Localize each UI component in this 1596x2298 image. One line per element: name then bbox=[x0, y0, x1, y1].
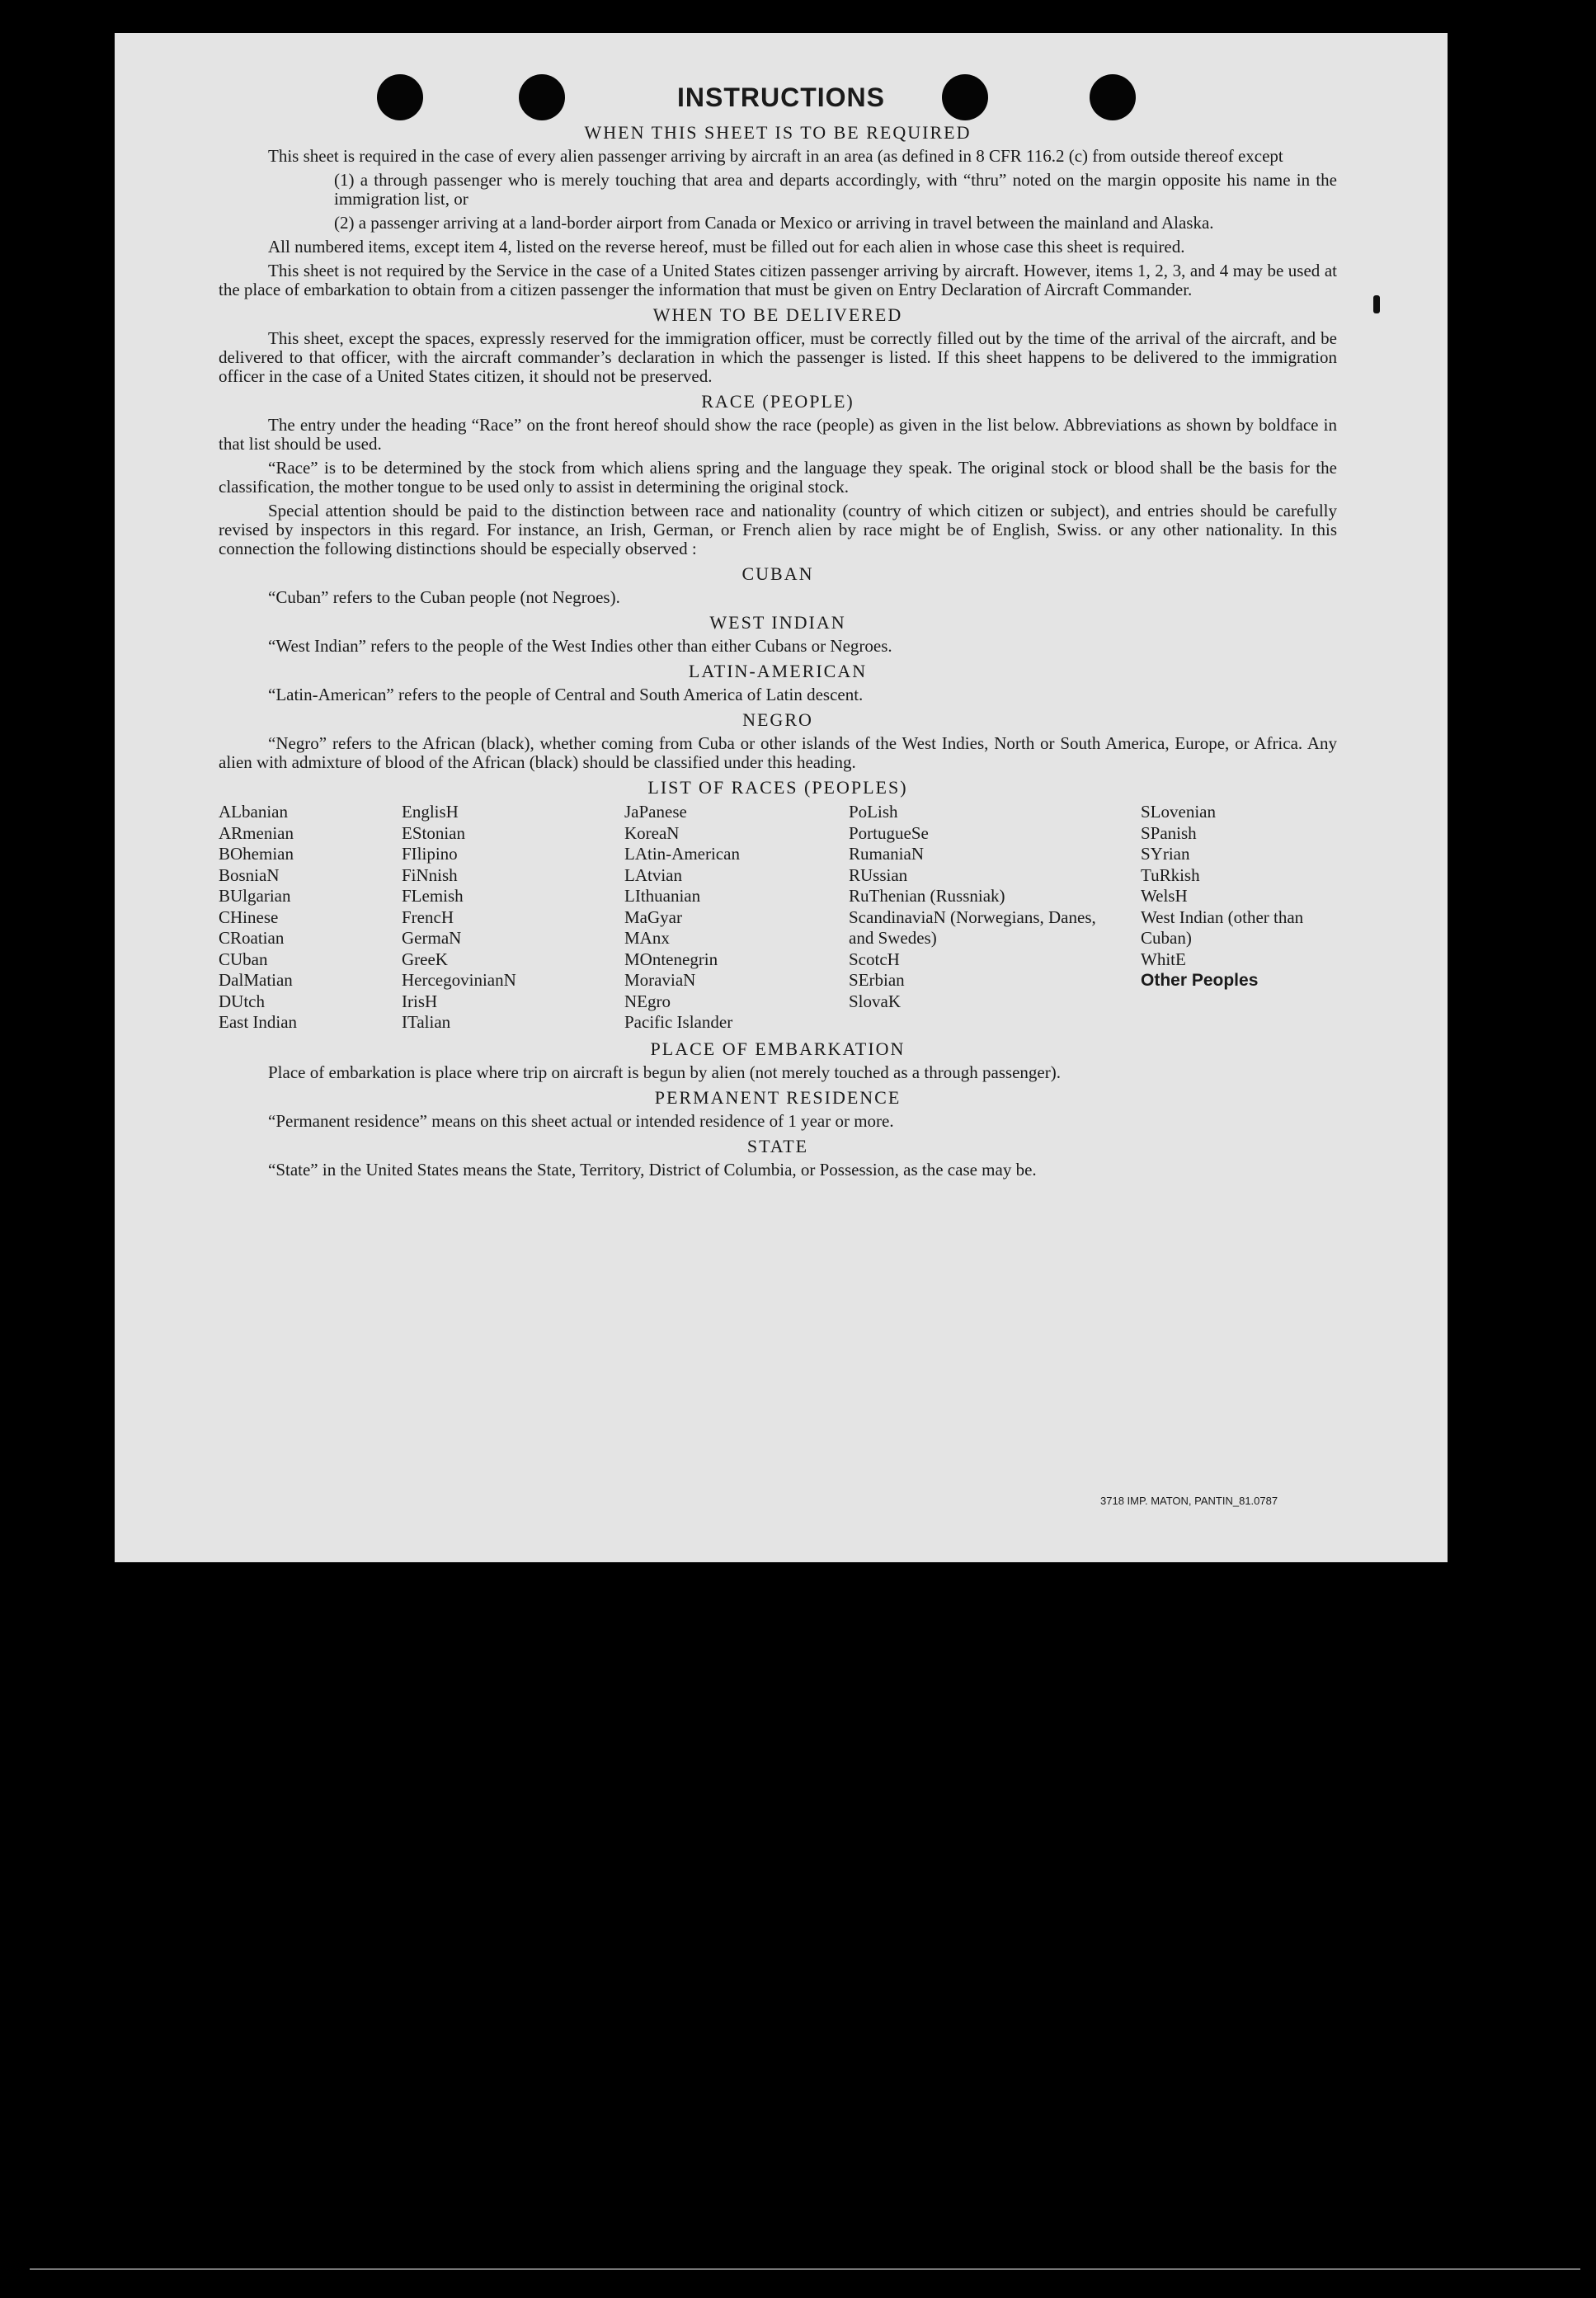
race-item: MoraviaN bbox=[624, 970, 696, 990]
race-item: SLovenian bbox=[1141, 802, 1216, 822]
paragraph: “State” in the United States means the State, Territory, District of Columbia, or Possession, as the case may be. bbox=[268, 1159, 1037, 1180]
race-item: MAnx bbox=[624, 928, 670, 948]
race-item: BOhemian bbox=[219, 844, 294, 864]
race-column bbox=[1141, 802, 1337, 1034]
paragraph: “Negro” refers to the African (black), whether coming from Cuba or other islands of the West Indies, North or South America, Europe, or Africa. Any alien with admixture of blood of the African (black) should be classified under this heading. bbox=[219, 733, 1337, 772]
scan-edge-line bbox=[30, 2268, 1580, 2270]
race-item: EStonian bbox=[402, 822, 465, 843]
race-item: DUtch bbox=[219, 991, 265, 1011]
race-list bbox=[219, 802, 1337, 1034]
paragraph: “Race” is to be determined by the stock from which aliens spring and the language they speak. The original stock or blood shall be the basis for the classification, the mother tongue to be used only to assist in determining the original stock. bbox=[219, 458, 1337, 497]
race-item: NEgro bbox=[624, 991, 671, 1011]
instructions-body bbox=[219, 117, 1337, 1184]
race-item: HercegovinianN bbox=[402, 970, 516, 990]
paragraph: “Permanent residence” means on this sheet actual or intended residence of 1 year or more. bbox=[268, 1110, 894, 1131]
race-item: Pacific Islander bbox=[624, 1012, 733, 1032]
paragraph: “West Indian” refers to the people of the West Indies other than either Cubans or Negroes. bbox=[268, 636, 892, 656]
race-item: SErbian bbox=[849, 970, 905, 990]
margin-mark bbox=[1373, 295, 1380, 313]
race-item: JaPanese bbox=[624, 802, 687, 822]
race-item: RUssian bbox=[849, 864, 908, 885]
section-heading: STATE bbox=[746, 1135, 809, 1156]
race-column bbox=[402, 802, 624, 1034]
paragraph: “Cuban” refers to the Cuban people (not Negroes). bbox=[268, 587, 620, 607]
list-item: (1) a through passenger who is merely touching that area and departs accordingly, with “thru” noted on the margin opposite his name in the immigration list, or bbox=[334, 170, 1337, 209]
race-item: MOntenegrin bbox=[624, 949, 718, 969]
race-item: PoLish bbox=[849, 802, 898, 822]
race-item: SPanish bbox=[1141, 822, 1197, 843]
section-heading: PLACE OF EMBARKATION bbox=[650, 1038, 906, 1059]
race-item: CUban bbox=[219, 949, 268, 969]
race-item: PortugueSe bbox=[849, 822, 929, 843]
section-heading: LIST OF RACES (PEOPLES) bbox=[647, 777, 908, 798]
section-heading: CUBAN bbox=[742, 563, 814, 584]
race-item: DalMatian bbox=[219, 970, 293, 990]
paragraph: The entry under the heading “Race” on the front hereof should show the race (people) as given in the list below. Abbreviations as shown by boldface in that list should be used. bbox=[219, 415, 1337, 454]
paragraph: This sheet, except the spaces, expressly reserved for the immigration officer, must be correctly filled out by the time of the arrival of the aircraft, and be delivered to that officer, with the aircraft commander’s declaration in which the passenger is listed. If this sheet happens to be delivered to the immigration officer in the case of a United States citizen, it should not be preserved. bbox=[219, 328, 1337, 386]
race-item: ALbanian bbox=[219, 802, 288, 822]
race-item: FrencH bbox=[402, 906, 454, 927]
race-item: WhitE bbox=[1141, 949, 1186, 969]
paragraph: Place of embarkation is place where trip on aircraft is begun by alien (not merely touched as a through passenger). bbox=[268, 1062, 1061, 1082]
race-item: West Indian (other than Cuban) bbox=[1141, 906, 1304, 948]
race-item: TuRkish bbox=[1141, 864, 1200, 885]
race-item: East Indian bbox=[219, 1012, 298, 1032]
race-item: CHinese bbox=[219, 906, 279, 927]
paragraph: “Latin-American” refers to the people of Central and South America of Latin descent. bbox=[268, 685, 864, 704]
race-item: BosniaN bbox=[219, 864, 280, 885]
race-item: ScandinaviaN (Norwegians, Danes, and Swedes) bbox=[849, 906, 1096, 948]
race-item: GermaN bbox=[402, 928, 462, 948]
race-item: Other Peoples bbox=[1141, 971, 1259, 990]
instruction-sheet bbox=[115, 33, 1448, 1562]
race-item: CRoatian bbox=[219, 928, 285, 948]
section-heading: WHEN TO BE DELIVERED bbox=[652, 304, 903, 325]
race-item: LAtin-American bbox=[624, 844, 740, 864]
race-item: FIlipino bbox=[402, 844, 458, 864]
race-item: LIthuanian bbox=[624, 886, 701, 906]
page-title: INSTRUCTIONS bbox=[677, 82, 885, 112]
race-item: RuThenian (Russniak) bbox=[849, 886, 1005, 906]
race-item: LAtvian bbox=[624, 864, 682, 885]
section-heading: PERMANENT RESIDENCE bbox=[654, 1086, 902, 1108]
paragraph: Special attention should be paid to the distinction between race and nationality (country of which citizen or subject), and entries should be carefully revised by inspectors in this regard. For instance, an Irish, German, or French alien by race might be of English, Swiss. or any other nationality. In this connection the following distinctions should be especially observed : bbox=[219, 501, 1337, 558]
race-column bbox=[624, 802, 849, 1034]
race-item: GreeK bbox=[402, 949, 448, 969]
section-heading: NEGRO bbox=[742, 709, 813, 730]
race-item: ITalian bbox=[402, 1012, 451, 1032]
race-item: KoreaN bbox=[624, 822, 680, 843]
print-code: 3718 IMP. MATON, PANTIN_81.0787 bbox=[1100, 1495, 1278, 1507]
race-item: ARmenian bbox=[219, 822, 294, 843]
race-item: WelsH bbox=[1141, 886, 1188, 906]
list-item: (2) a passenger arriving at a land-border airport from Canada or Mexico or arriving in travel between the mainland and Alaska. bbox=[334, 213, 1214, 233]
paragraph: All numbered items, except item 4, listed on the reverse hereof, must be filled out for each alien in whose case this sheet is required. bbox=[268, 237, 1185, 257]
race-column bbox=[219, 802, 402, 1034]
race-item: SlovaK bbox=[849, 991, 901, 1011]
race-item: IrisH bbox=[402, 991, 438, 1011]
section-heading: WHEN THIS SHEET IS TO BE REQUIRED bbox=[584, 122, 972, 143]
race-item: EnglisH bbox=[402, 802, 459, 822]
race-column bbox=[849, 802, 1141, 1034]
race-item: FLemish bbox=[402, 886, 464, 906]
race-item: SYrian bbox=[1141, 844, 1190, 864]
race-item: FiNnish bbox=[402, 864, 458, 885]
paragraph: This sheet is required in the case of every alien passenger arriving by aircraft in an area (as defined in 8 CFR 116.2 (c) from outside thereof except bbox=[268, 146, 1283, 166]
section-heading: LATIN-AMERICAN bbox=[688, 661, 868, 681]
section-heading: RACE (PEOPLE) bbox=[701, 391, 854, 412]
race-item: MaGyar bbox=[624, 906, 682, 927]
race-item: BUlgarian bbox=[219, 886, 291, 906]
paragraph: This sheet is not required by the Service in the case of a United States citizen passenger arriving by aircraft. However, items 1, 2, 3, and 4 may be used at the place of embarkation to obtain from a citizen passenger the information that must be given on Entry Declaration of Aircraft Commander. bbox=[219, 261, 1337, 299]
section-heading: WEST INDIAN bbox=[709, 612, 846, 633]
race-item: RumaniaN bbox=[849, 844, 924, 864]
race-item: ScotcH bbox=[849, 949, 900, 969]
